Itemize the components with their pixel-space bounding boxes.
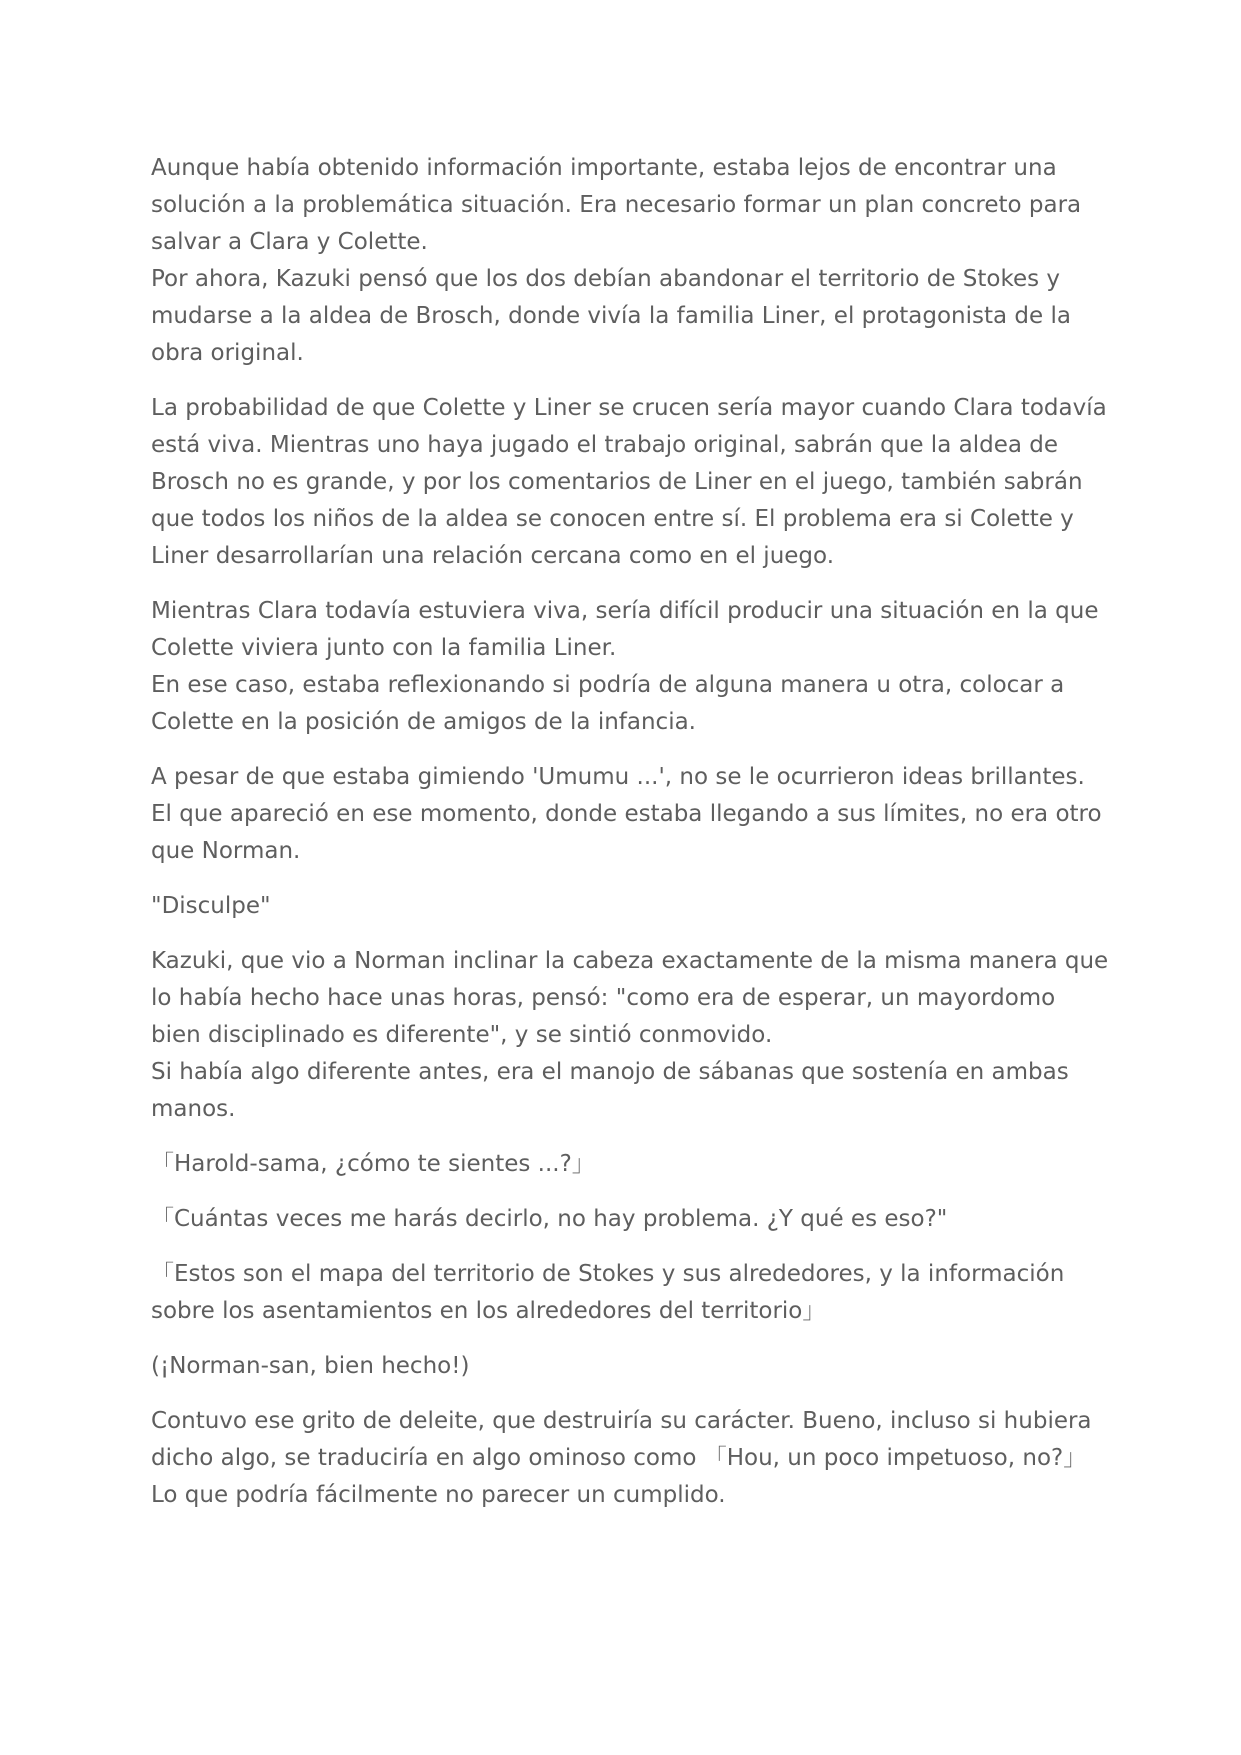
text-line: Lo que podría fácilmente no parecer un cumplido.: [151, 1482, 726, 1508]
text-line: 「Estos son el mapa del territorio de Stokes y sus alrededores, y la información: [151, 1261, 1065, 1287]
text-line: Si había algo diferente antes, era el manojo de sábanas que sostenía en ambas: [151, 1059, 1069, 1085]
text-line: Liner desarrollarían una relación cercana como en el juego.: [151, 543, 835, 569]
text-line: está viva. Mientras uno haya jugado el trabajo original, sabrán que la aldea de: [151, 432, 1058, 458]
text-line: salvar a Clara y Colette.: [151, 229, 428, 255]
text-line: bien disciplinado es diferente", y se sintió conmovido.: [151, 1022, 773, 1048]
text-line: obra original.: [151, 340, 304, 366]
text-line: El que apareció en ese momento, donde estaba llegando a sus límites, no era otro: [151, 801, 1102, 827]
paragraph-2: [151, 390, 1107, 575]
text-line: que Norman.: [151, 838, 301, 864]
paragraph-6: [151, 943, 1109, 1128]
paragraph-4: [151, 759, 1101, 870]
text-line: Contuvo ese grito de deleite, que destruiría su carácter. Bueno, incluso si hubiera: [151, 1408, 1092, 1434]
text-line: A pesar de que estaba gimiendo 'Umumu ...', no se le ocurrieron ideas brillantes.: [151, 764, 1085, 790]
text-line: En ese caso, estaba reflexionando si podría de alguna manera u otra, colocar a: [151, 672, 1065, 698]
text-line: Brosch no es grande, y por los comentarios de Liner en el juego, también sabrán: [151, 469, 1083, 495]
text-line: Mientras Clara todavía estuviera viva, sería difícil producir una situación en la que: [151, 598, 1099, 624]
paragraph-8: [151, 1201, 1101, 1238]
text-line: Aunque había obtenido información importante, estaba lejos de encontrar una: [151, 155, 1057, 181]
text-line: Kazuki, que vio a Norman inclinar la cabeza exactamente de la misma manera que: [151, 948, 1109, 974]
text-line: "Disculpe": [151, 893, 271, 919]
text-line: mudarse a la aldea de Brosch, donde vivía la familia Liner, el protagonista de la: [151, 303, 1071, 329]
text-line: que todos los niños de la aldea se conocen entre sí. El problema era si Colette y: [151, 506, 1074, 532]
text-line: 「Cuántas veces me harás decirlo, no hay problema. ¿Y qué es eso?": [151, 1206, 948, 1232]
text-line: Colette viviera junto con la familia Liner.: [151, 635, 617, 661]
paragraph-9: [151, 1256, 1101, 1330]
text-line: solución a la problemática situación. Era necesario formar un plan concreto para: [151, 192, 1082, 218]
text-line: 「Harold-sama, ¿cómo te sientes ...?」: [151, 1151, 595, 1177]
text-line: Colette en la posición de amigos de la infancia.: [151, 709, 696, 735]
text-line: lo había hecho hace unas horas, pensó: "como era de esperar, un mayordomo: [151, 985, 1056, 1011]
document-page: [151, 150, 1109, 1532]
text-line: sobre los asentamientos en los alrededores del territorio」: [151, 1298, 826, 1324]
text-line: (¡Norman-san, bien hecho!): [151, 1353, 470, 1379]
text-line: manos.: [151, 1096, 236, 1122]
text-line: Por ahora, Kazuki pensó que los dos debían abandonar el territorio de Stokes y: [151, 266, 1061, 292]
paragraph-3: [151, 593, 1101, 741]
paragraph-10: [151, 1348, 1101, 1385]
paragraph-5: [151, 888, 1101, 925]
paragraph-11: [151, 1403, 1101, 1514]
paragraph-7: [151, 1146, 1101, 1183]
text-line: La probabilidad de que Colette y Liner se crucen sería mayor cuando Clara todavía: [151, 395, 1107, 421]
text-line: dicho algo, se traduciría en algo ominoso como 「Hou, un poco impetuoso, no?」: [151, 1445, 1087, 1471]
paragraph-1: [151, 150, 1101, 372]
